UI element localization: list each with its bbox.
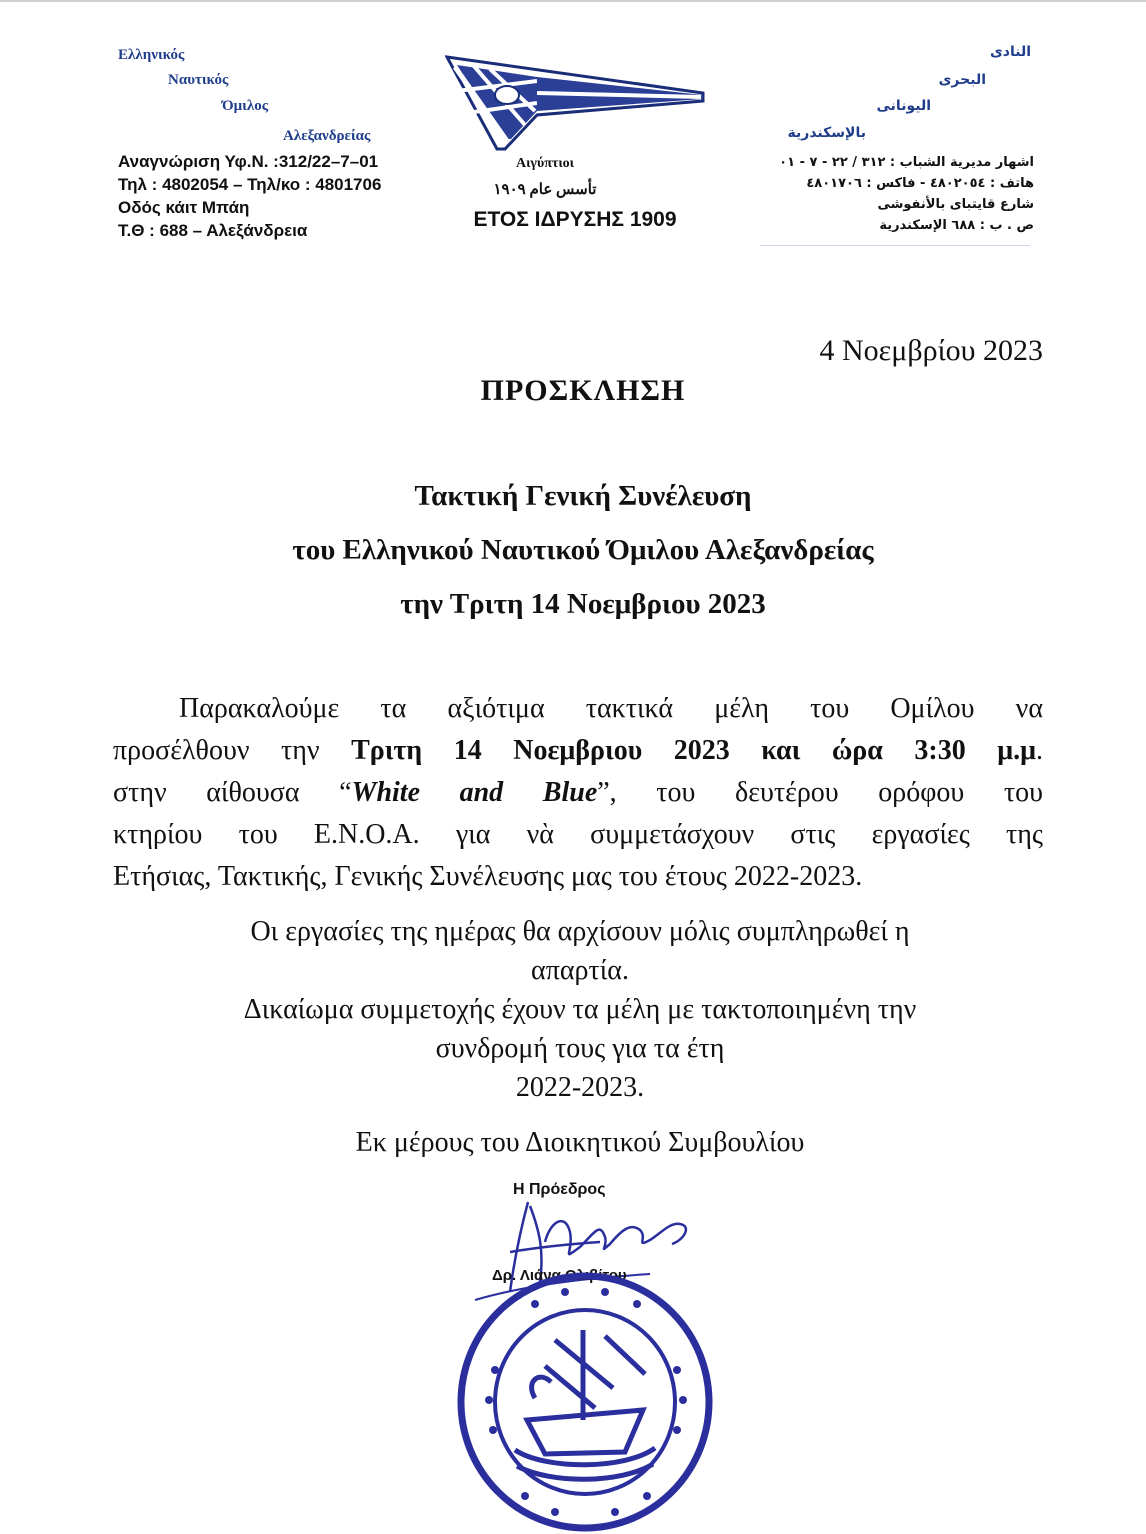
greek-info-street: Οδός κάιτ Μπάη bbox=[118, 198, 250, 217]
arabic-info-pobox: ص . ب : ٦٨٨ الإسكندرية bbox=[879, 218, 1034, 233]
founding-year: ΕΤΟΣ ΙΔΡΥΣΗΣ 1909 bbox=[473, 208, 677, 231]
arabic-underline bbox=[760, 245, 1030, 246]
signatory-name: Δρ. Λιάνα Θλιβίτου bbox=[492, 1267, 627, 1284]
arabic-name-line-4: بالإسكندرية bbox=[787, 125, 866, 141]
body-line-1: Παρακαλούμε τα αξιότιμα τακτικά μέλη του Ομίλου να bbox=[179, 693, 1043, 724]
club-seal-stamp bbox=[455, 1270, 715, 1534]
body-line-2-pre: προσέλθουν την bbox=[113, 735, 352, 766]
notice-line-2: απαρτία. bbox=[531, 955, 629, 986]
document-title: ΠΡΟΣΚΛΗΣΗ bbox=[480, 374, 686, 407]
notice-block bbox=[0, 912, 1146, 1107]
center-arabic-established: تأسس عام ١٩٠٩ bbox=[493, 182, 597, 198]
notice-line-1: Οι εργασίες της ημέρας θα αρχίσουν μόλις συμπληρωθεί η bbox=[250, 916, 910, 947]
body-line-4: κτηρίου του Ε.Ν.Ο.Α. για νὰ συμμετάσχουν στις εργασίες της bbox=[113, 819, 1043, 850]
center-greek-label: Αιγύπτιοι bbox=[515, 156, 575, 171]
arabic-info-street: شارع قايتباى بالأنفوشى bbox=[877, 197, 1034, 212]
heading-date: την Τριτη 14 Νοεμβριου 2023 bbox=[400, 588, 766, 620]
greek-name-line-1: Ελληνικός bbox=[118, 47, 185, 63]
letter-date: 4 Νοεμβρίου 2023 bbox=[819, 334, 1043, 367]
greek-name-line-2: Ναυτικός bbox=[168, 72, 229, 88]
arabic-info-registration: اشهار مديرية الشباب : ٣١٢ / ٢٢ - ٧ - ٠١ bbox=[779, 155, 1034, 170]
greek-contact-info bbox=[118, 150, 381, 242]
signatory-title: Η Πρόεδρος bbox=[513, 1181, 606, 1198]
greek-name-line-4: Αλεξανδρείας bbox=[283, 128, 371, 144]
closing-line: Εκ μέρους του Διοικητικού Συμβουλίου bbox=[355, 1127, 805, 1158]
invitation-paragraph bbox=[113, 688, 1043, 898]
club-pennant-logo bbox=[445, 55, 705, 155]
body-line-3 bbox=[113, 772, 1043, 814]
venue-name: White and Blue bbox=[351, 777, 598, 808]
notice-line-4: συνδρομή τους για τα έτη bbox=[435, 1033, 725, 1064]
body-line-2-post: . bbox=[1036, 735, 1043, 766]
greek-info-pobox: Τ.Θ : 688 – Αλεξάνδρεια bbox=[118, 221, 308, 240]
greek-name-line-3: Όμιλος bbox=[222, 98, 269, 114]
greek-info-phone: Τηλ : 4802054 – Τηλ/κο : 4801706 bbox=[118, 175, 382, 194]
heading-assembly: Τακτική Γενική Συνέλευση bbox=[414, 480, 752, 512]
body-line-5: Ετήσιας, Τακτικής, Γενικής Συνέλευσης μας του έτους 2022-2023. bbox=[113, 861, 863, 892]
arabic-name-line-2: البحرى bbox=[938, 72, 986, 88]
notice-line-3: Δικαίωμα συμμετοχής έχουν τα μέλη με τακτοποιημένη την bbox=[243, 994, 917, 1025]
greek-info-registration: Αναγνώριση Υφ.Ν. :312/22–7–01 bbox=[118, 152, 379, 171]
body-line-2 bbox=[113, 730, 1043, 772]
body-line-3-pre: στην αίθουσα “ bbox=[113, 777, 352, 808]
meeting-datetime: Τριτη 14 Νοεμβριου 2023 και ώρα 3:30 μ.μ bbox=[351, 735, 1036, 766]
arabic-name-line-1: النادى bbox=[989, 44, 1031, 60]
heading-club: του Ελληνικού Ναυτικού Όμιλου Αλεξανδρείας bbox=[292, 534, 874, 566]
body-line-3-post: ”, του δευτέρου ορόφου του bbox=[597, 777, 1043, 808]
arabic-contact-info bbox=[779, 152, 1034, 236]
notice-line-5: 2022-2023. bbox=[515, 1072, 645, 1103]
arabic-name-line-3: اليونانى bbox=[876, 98, 931, 114]
arabic-info-phone: هاتف : ٤٨٠٢٠٥٤ - فاكس : ٤٨٠١٧٠٦ bbox=[806, 176, 1034, 191]
top-border bbox=[0, 0, 1146, 2]
